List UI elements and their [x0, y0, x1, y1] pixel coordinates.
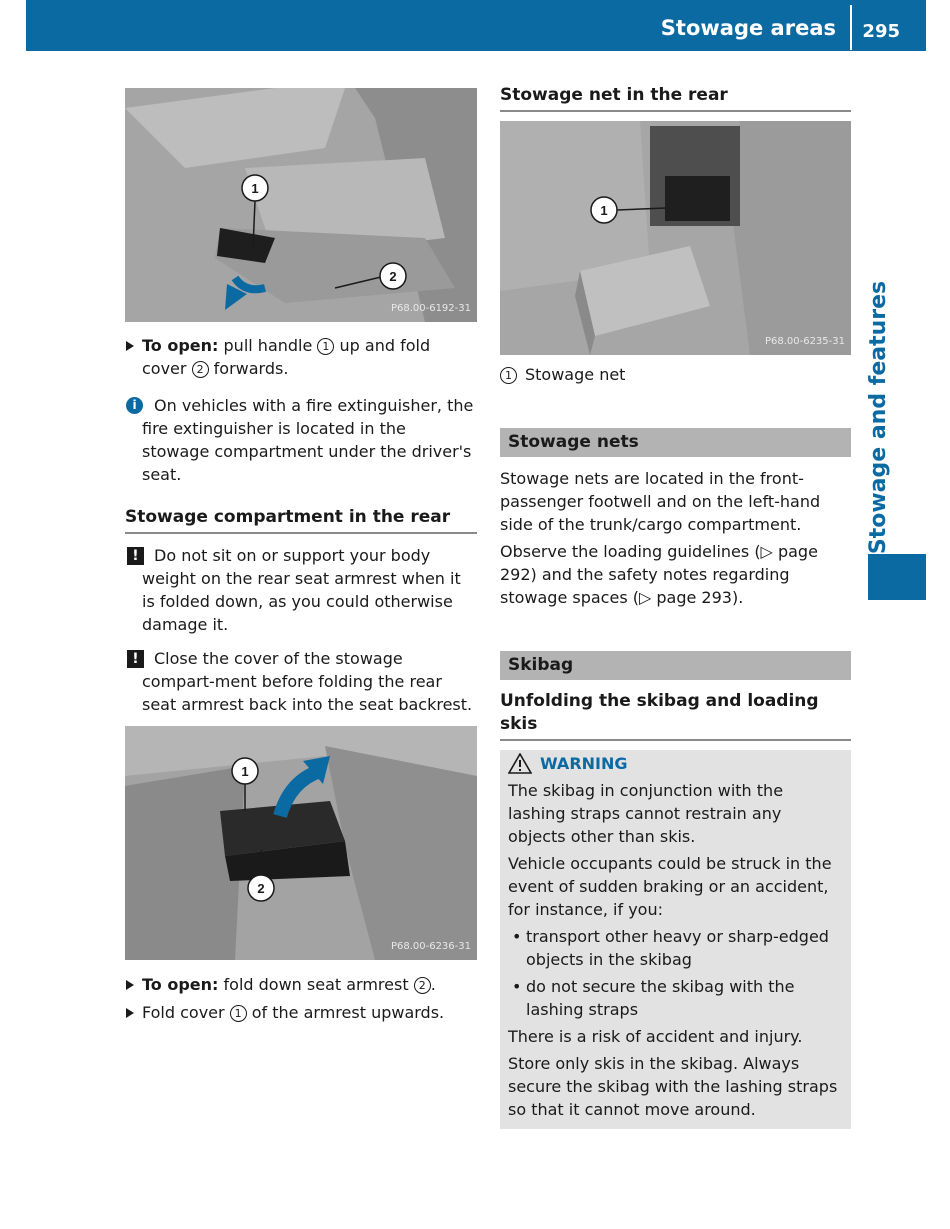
step3-text-b: of the armrest upwards.: [246, 1003, 445, 1022]
section-side-label: [862, 280, 896, 555]
heading-unfolding-skibag: Unfolding the skibag and loading skis: [500, 690, 851, 741]
stowage-nets-paragraph-1: Stowage nets are located in the front-passenger footwell and on the left-hand side of the trunk/cargo compartment.: [500, 469, 821, 534]
warning-title: WARNING: [540, 754, 628, 773]
photo-armrest-illustration: [125, 726, 477, 960]
step-open-armrest: [125, 973, 477, 996]
caution-note-2: [125, 647, 477, 716]
legend-number: 1: [500, 367, 517, 384]
photo-rear-armrest: [125, 726, 477, 960]
caution-note-1: [125, 544, 477, 636]
callout-ref-2: 2: [414, 977, 431, 994]
section-side-label-text: Stowage and features: [866, 280, 892, 555]
heading-rear-compartment: Stowage compartment in the rear: [125, 506, 477, 534]
photo1-reference: P68.00-6192-31: [390, 303, 471, 314]
step2-text-b: .: [430, 975, 436, 994]
warning-bullet-2: • do not secure the skibag with the lashing straps: [508, 975, 843, 1021]
header-divider: [850, 5, 852, 50]
heading-stowage-net: Stowage net in the rear: [500, 84, 851, 112]
info-note: [125, 394, 477, 486]
warning-paragraph-3: There is a risk of accident and injury.: [508, 1027, 803, 1046]
caution-note-1-text: Do not sit on or support your body weight on the rear seat armrest when it is folded down, as you could otherwise damage it.: [142, 546, 461, 634]
info-note-text: On vehicles with a fire extinguisher, the fire extinguisher is located in the stowage compartment under the driver's seat.: [142, 396, 474, 484]
step1-text-c: forwards.: [208, 359, 289, 378]
warning-header: [508, 752, 843, 775]
caution-note-2-text: Close the cover of the stowage compart-ment before folding the rear seat armrest back into the seat backrest.: [142, 649, 473, 714]
photo-driver-seat-illustration: [125, 88, 477, 322]
step3-text-a: Fold cover: [142, 1003, 230, 1022]
section-bar-skibag: Skibag: [500, 651, 851, 680]
warning-paragraph-1: The skibag in conjunction with the lashing straps cannot restrain any objects other than skis.: [508, 781, 784, 846]
callout-ref-1: 1: [230, 1005, 247, 1022]
photo2-callout-2: 2: [257, 881, 265, 896]
stowage-nets-paragraph-2: Observe the loading guidelines (▷ page 292) and the safety notes regarding stowage spaces (▷ page 293).: [500, 542, 818, 607]
step2-bold: To open:: [142, 975, 219, 994]
warning-triangle-icon: [508, 753, 532, 774]
step-open-driver-compartment: [125, 334, 477, 380]
exclamation-icon: !: [127, 547, 144, 565]
legend-stowage-net: [500, 363, 851, 386]
warning-bullet-1: • transport other heavy or sharp-edged objects in the skibag: [508, 925, 843, 971]
step1-text-b: up and fold cover: [142, 336, 431, 378]
step1-text-a: pull handle: [218, 336, 318, 355]
callout-ref-2: 2: [192, 361, 209, 378]
header-title: Stowage areas: [660, 16, 836, 40]
page-header: [26, 0, 926, 51]
photo3-callout-1: 1: [600, 203, 608, 218]
exclamation-icon: !: [127, 650, 144, 668]
photo3-reference: P68.00-6235-31: [764, 336, 845, 347]
step-fold-cover: [125, 1001, 477, 1024]
page-number: 295: [862, 21, 900, 42]
warning-paragraph-2: Vehicle occupants could be struck in the event of sudden braking or an accident, for instance, if you:: [508, 854, 832, 919]
photo-stowage-net-illustration: [500, 121, 851, 355]
step1-bold: To open:: [142, 336, 219, 355]
left-column: [125, 88, 477, 1024]
info-icon: i: [126, 397, 143, 414]
section-side-tab: [868, 554, 926, 600]
legend-text: Stowage net: [525, 365, 626, 384]
photo2-reference: P68.00-6236-31: [390, 941, 471, 952]
step2-text-a: fold down seat armrest: [218, 975, 414, 994]
photo-driver-seat-compartment: [125, 88, 477, 322]
photo1-callout-1: 1: [251, 181, 259, 196]
warning-box: [500, 750, 851, 1129]
photo-stowage-net: [500, 121, 851, 355]
right-column: [500, 84, 851, 1129]
photo2-callout-1: 1: [241, 764, 249, 779]
warning-paragraph-4: Store only skis in the skibag. Always secure the skibag with the lashing straps so that it cannot move around.: [508, 1054, 838, 1119]
callout-ref-1: 1: [317, 338, 334, 355]
section-bar-stowage-nets: Stowage nets: [500, 428, 851, 457]
photo1-callout-2: 2: [389, 269, 397, 284]
